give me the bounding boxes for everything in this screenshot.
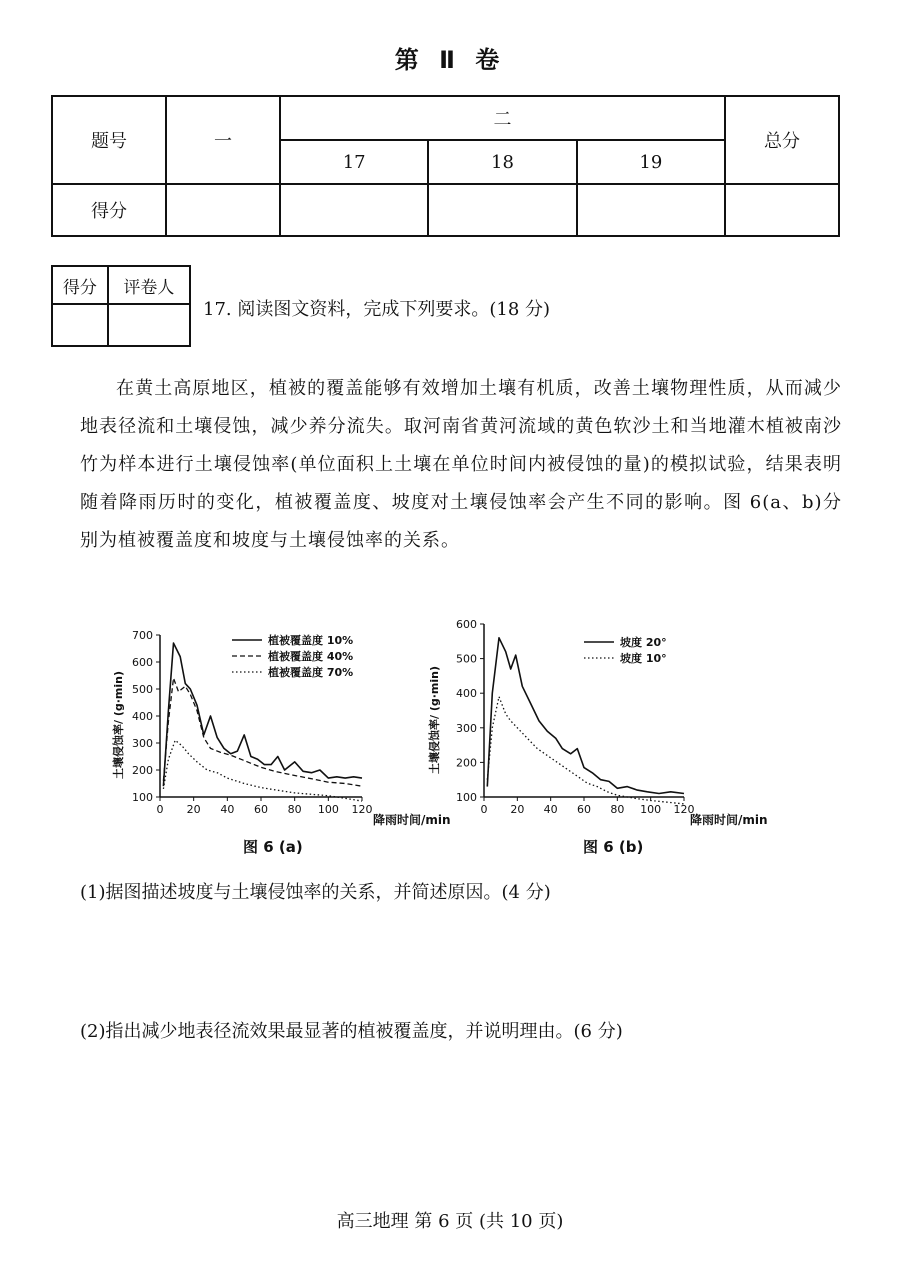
grader-score-cell[interactable] bbox=[52, 304, 108, 346]
a-legend-label-1: 植被覆盖度 10% bbox=[268, 634, 354, 647]
b-legend-label-1: 坡度 20° bbox=[620, 636, 667, 649]
score-cell-q18[interactable] bbox=[428, 184, 576, 236]
figure-6a-chart bbox=[110, 615, 460, 830]
b-x-tick-label: 0 bbox=[480, 803, 488, 816]
part-two-label: 二 bbox=[280, 96, 725, 140]
question-number-label: 题号 bbox=[52, 96, 166, 184]
a-series-3-line bbox=[163, 740, 362, 801]
a-x-tick-label: 40 bbox=[220, 803, 235, 816]
question-18-header: 18 bbox=[428, 140, 576, 184]
page-footer: 高三地理 第 6 页 (共 10 页) bbox=[336, 1211, 564, 1232]
grader-name-cell[interactable] bbox=[108, 304, 190, 346]
a-y-tick-label: 200 bbox=[132, 764, 153, 777]
a-y-tick-label: 300 bbox=[132, 737, 153, 750]
figure-6a-caption: 图 6 (a) bbox=[243, 838, 303, 856]
figure-6a-xlabel: 降雨时间/min bbox=[373, 813, 451, 827]
score-cell-part-one[interactable] bbox=[166, 184, 280, 236]
b-y-tick-label: 200 bbox=[456, 756, 477, 770]
grader-score-label: 得分 bbox=[52, 266, 108, 304]
a-y-tick-label: 100 bbox=[132, 791, 153, 804]
sub-question-1: (1)据图描述坡度与土壤侵蚀率的关系，并简述原因。(4 分) bbox=[80, 882, 551, 903]
question-19-header: 19 bbox=[577, 140, 725, 184]
a-x-tick-label: 0 bbox=[156, 803, 164, 816]
a-x-tick-label: 120 bbox=[351, 803, 373, 816]
grader-table bbox=[51, 265, 191, 347]
b-x-tick-label: 20 bbox=[510, 803, 525, 816]
question-17-title: 17. 阅读图文资料，完成下列要求。(18 分) bbox=[203, 299, 551, 320]
a-x-tick-label: 20 bbox=[186, 803, 201, 816]
b-x-tick-label: 120 bbox=[673, 803, 695, 816]
b-y-tick-label: 400 bbox=[456, 687, 477, 701]
figure-6a-ylabel: 土壤侵蚀率/ (g·min) bbox=[112, 670, 125, 780]
question-17-header: 17 bbox=[280, 140, 428, 184]
score-cell-total[interactable] bbox=[725, 184, 839, 236]
b-x-tick-label: 100 bbox=[640, 803, 662, 816]
a-x-tick-label: 100 bbox=[317, 803, 339, 816]
a-x-tick-label: 80 bbox=[287, 803, 302, 816]
b-x-tick-label: 80 bbox=[610, 803, 625, 816]
b-y-tick-label: 600 bbox=[456, 618, 477, 631]
b-x-tick-label: 60 bbox=[577, 803, 591, 816]
a-y-tick-label: 500 bbox=[132, 683, 153, 696]
total-label: 总分 bbox=[725, 96, 839, 184]
question-17-passage: 在黄土高原地区，植被的覆盖能够有效增加土壤有机质，改善土壤物理性质，从而减少地表径流和土壤侵蚀，减少养分流失。取河南省黄河流域的黄色软沙土和当地灌木植被南沙竹为样本进行土壤侵蚀率(单位面积上土壤在单位时间内被侵蚀的量)的模拟试验，结果表明随着降雨历时的变化，植被覆盖度、坡度对土壤侵蚀率会产生不同的影响。图 6(a、b)分别为植被覆盖度和坡度与土壤侵蚀率的关系。 bbox=[80, 378, 843, 551]
sub-question-2: (2)指出减少地表径流效果最显著的植被覆盖度，并说明理由。(6 分) bbox=[80, 1021, 623, 1042]
part-one-label: 一 bbox=[166, 96, 280, 184]
b-y-tick-label: 500 bbox=[456, 652, 477, 666]
b-x-tick-label: 40 bbox=[543, 803, 558, 816]
figure-6b-ylabel: 土壤侵蚀率/ (g·min) bbox=[428, 665, 441, 775]
a-legend-label-3: 植被覆盖度 70% bbox=[268, 666, 354, 679]
b-y-tick-label: 100 bbox=[456, 791, 477, 804]
figure-6b-caption: 图 6 (b) bbox=[583, 838, 644, 856]
b-y-tick-label: 300 bbox=[456, 721, 477, 735]
figure-6b-xlabel: 降雨时间/min bbox=[690, 813, 768, 827]
section-title: 第 Ⅱ 卷 bbox=[394, 46, 506, 74]
a-legend-label-2: 植被覆盖度 40% bbox=[268, 650, 354, 663]
a-x-tick-label: 60 bbox=[254, 803, 268, 816]
a-y-tick-label: 400 bbox=[132, 710, 153, 723]
a-y-tick-label: 600 bbox=[132, 656, 153, 669]
figure-6b-chart bbox=[422, 610, 782, 830]
grader-name-label: 评卷人 bbox=[108, 266, 190, 304]
score-cell-q17[interactable] bbox=[280, 184, 428, 236]
score-table bbox=[51, 95, 840, 237]
a-y-tick-label: 700 bbox=[132, 629, 153, 642]
b-legend-label-2: 坡度 10° bbox=[620, 652, 667, 665]
b-series-2-line bbox=[487, 697, 684, 804]
a-series-1-line bbox=[163, 643, 362, 786]
score-row-label: 得分 bbox=[52, 184, 166, 236]
score-cell-q19[interactable] bbox=[577, 184, 725, 236]
